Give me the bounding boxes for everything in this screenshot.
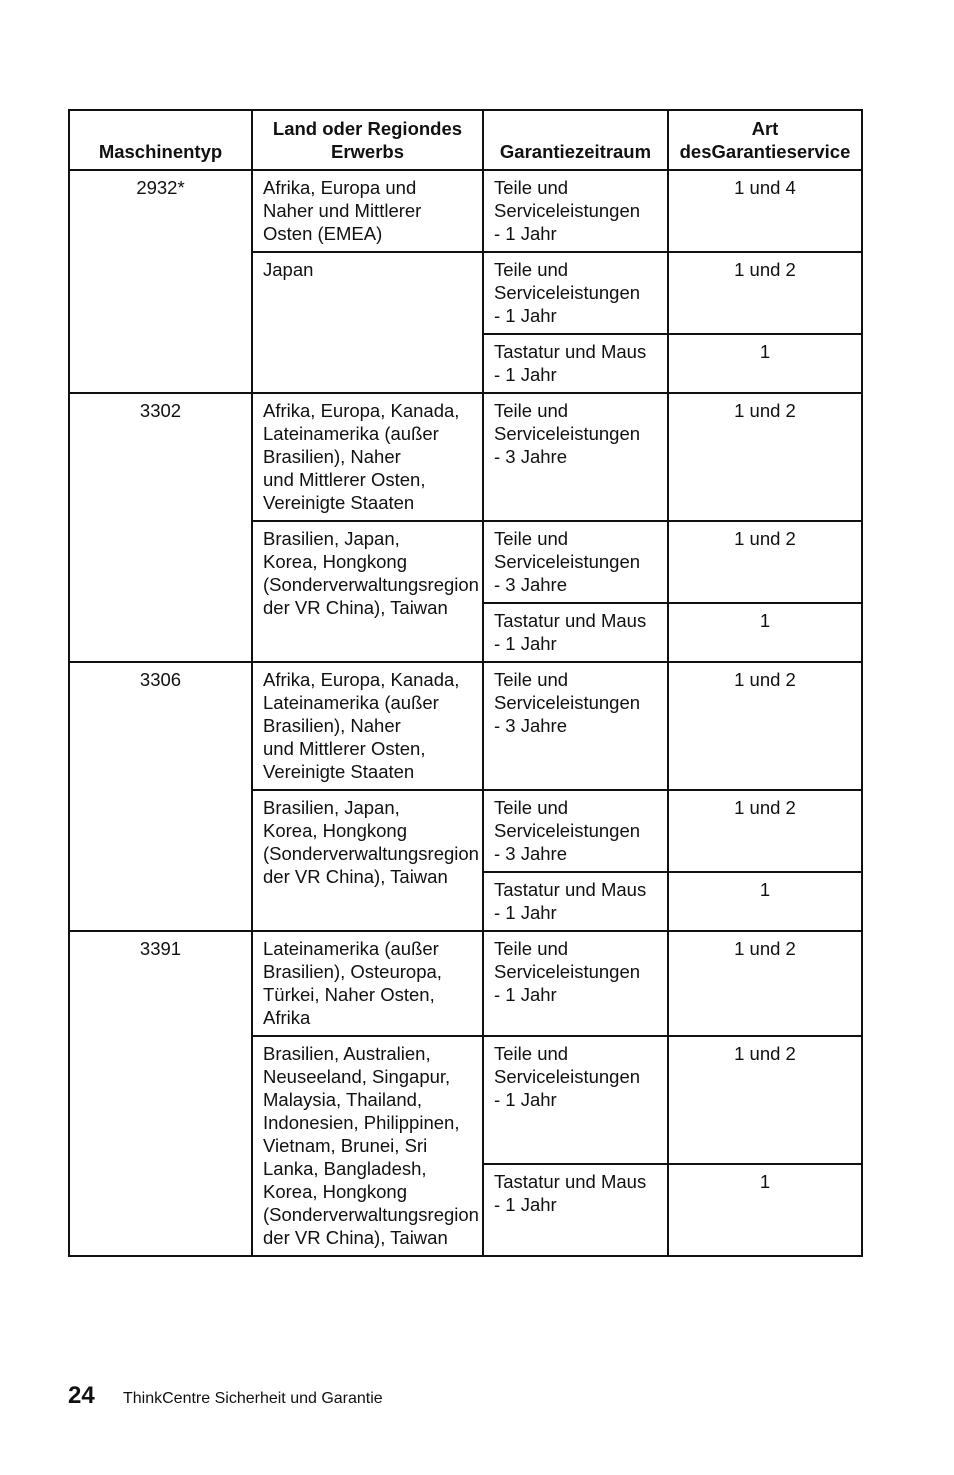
machine-type-cell: 3302 xyxy=(69,393,252,662)
cell-line: Neuseeland, Singapur, xyxy=(263,1066,451,1087)
cell-line: Tastatur und Maus xyxy=(494,879,647,900)
warranty-period-cell xyxy=(483,1164,668,1256)
cell-line: Serviceleistungen xyxy=(494,692,641,713)
cell-line: Türkei, Naher Osten, xyxy=(263,984,435,1005)
service-type-cell: 1 und 2 xyxy=(668,931,862,1036)
table-body xyxy=(69,170,862,1256)
warranty-period-cell xyxy=(483,872,668,931)
cell-line: Brasilien, Japan, xyxy=(263,797,400,818)
machine-type-cell: 3391 xyxy=(69,931,252,1256)
cell-line: Malaysia, Thailand, xyxy=(263,1089,423,1110)
cell-line: Brasilien, Japan, xyxy=(263,528,400,549)
warranty-period-cell xyxy=(483,603,668,662)
cell-line: Teile und xyxy=(494,528,569,549)
warranty-period-cell xyxy=(483,662,668,790)
header-machine-type xyxy=(69,110,252,170)
warranty-period-cell xyxy=(483,1036,668,1164)
cell-line: Afrika, Europa und xyxy=(263,177,417,198)
cell-line: und Mittlerer Osten, xyxy=(263,738,426,759)
cell-line: Korea, Hongkong xyxy=(263,551,407,572)
header-service-type xyxy=(668,110,862,170)
region-cell xyxy=(252,931,483,1036)
cell-line: Garantieservice xyxy=(711,141,851,162)
cell-line: Lateinamerika (außer xyxy=(263,423,439,444)
cell-line: Korea, Hongkong xyxy=(263,820,407,841)
header-row xyxy=(69,110,862,170)
cell-line: Naher und Mittlerer xyxy=(263,200,422,221)
table-row xyxy=(69,393,862,521)
cell-line: Serviceleistungen xyxy=(494,423,641,444)
cell-line: Garantiezeitraum xyxy=(499,141,652,162)
cell-line: Tastatur und Maus xyxy=(494,610,647,631)
region-cell xyxy=(252,252,483,393)
service-type-cell: 1 und 2 xyxy=(668,662,862,790)
service-type-cell: 1 xyxy=(668,1164,862,1256)
cell-line: Teile und xyxy=(494,797,569,818)
cell-line: - 3 Jahre xyxy=(494,446,568,467)
cell-line: Korea, Hongkong xyxy=(263,1181,407,1202)
region-cell xyxy=(252,521,483,662)
service-type-cell: 1 und 2 xyxy=(668,393,862,521)
cell-line: und Mittlerer Osten, xyxy=(263,469,426,490)
cell-line: Teile und xyxy=(494,400,569,421)
cell-line: Teile und xyxy=(494,177,569,198)
region-cell xyxy=(252,170,483,252)
region-cell xyxy=(252,393,483,521)
cell-line: - 1 Jahr xyxy=(494,364,557,385)
warranty-period-cell xyxy=(483,931,668,1036)
cell-line: des Erwerbs xyxy=(330,118,463,162)
warranty-period-cell xyxy=(483,334,668,393)
cell-line: Teile und xyxy=(494,259,569,280)
cell-line: Lateinamerika (außer xyxy=(263,938,439,959)
service-type-cell: 1 und 2 xyxy=(668,1036,862,1164)
cell-line: Afrika xyxy=(263,1007,311,1028)
header-warranty-period xyxy=(483,110,668,170)
warranty-table xyxy=(68,109,863,1257)
cell-line: Serviceleistungen xyxy=(494,551,641,572)
cell-line: der VR China), Taiwan xyxy=(263,1227,448,1248)
service-type-cell: 1 und 4 xyxy=(668,170,862,252)
cell-line: Serviceleistungen xyxy=(494,200,641,221)
cell-line: Indonesien, Philippinen, xyxy=(263,1112,460,1133)
cell-line: Serviceleistungen xyxy=(494,961,641,982)
warranty-period-cell xyxy=(483,521,668,603)
region-cell xyxy=(252,790,483,931)
table-row xyxy=(69,170,862,252)
cell-line: Teile und xyxy=(494,669,569,690)
header-region xyxy=(252,110,483,170)
cell-line: - 3 Jahre xyxy=(494,843,568,864)
cell-line: Afrika, Europa, Kanada, xyxy=(263,400,460,421)
cell-line: der VR China), Taiwan xyxy=(263,597,448,618)
table-row xyxy=(69,662,862,790)
machine-type-cell: 3306 xyxy=(69,662,252,931)
cell-line: - 1 Jahr xyxy=(494,902,557,923)
page-number: 24 xyxy=(68,1382,95,1409)
warranty-period-cell xyxy=(483,790,668,872)
warranty-period-cell xyxy=(483,393,668,521)
cell-line: (Sonderverwaltungsregion xyxy=(263,1204,479,1225)
cell-line: Land oder Region xyxy=(272,118,431,139)
service-type-cell: 1 xyxy=(668,603,862,662)
service-type-cell: 1 xyxy=(668,872,862,931)
cell-line: Brasilien), Naher xyxy=(263,715,401,736)
cell-line: (Sonderverwaltungsregion xyxy=(263,574,479,595)
cell-line: - 3 Jahre xyxy=(494,715,568,736)
cell-line: Tastatur und Maus xyxy=(494,341,647,362)
cell-line: Vietnam, Brunei, Sri xyxy=(263,1135,428,1156)
cell-line: Tastatur und Maus xyxy=(494,1170,647,1192)
region-cell xyxy=(252,662,483,790)
cell-line: Japan xyxy=(263,259,314,280)
cell-line: - 3 Jahre xyxy=(494,574,568,595)
service-type-cell: 1 und 2 xyxy=(668,521,862,603)
footer-title: ThinkCentre Sicherheit und Garantie xyxy=(123,1390,383,1407)
region-cell xyxy=(252,1036,483,1256)
cell-line: (Sonderverwaltungsregion xyxy=(263,843,479,864)
cell-line: Vereinigte Staaten xyxy=(263,761,415,782)
service-type-cell: 1 und 2 xyxy=(668,252,862,334)
cell-line: Brasilien), Naher xyxy=(263,446,401,467)
warranty-period-cell xyxy=(483,252,668,334)
cell-line: - 1 Jahr xyxy=(494,984,557,1005)
cell-line: Serviceleistungen xyxy=(494,1066,641,1087)
cell-line: Vereinigte Staaten xyxy=(263,492,415,513)
machine-type-cell: 2932* xyxy=(69,170,252,393)
cell-line: Maschinentyp xyxy=(98,141,223,162)
table-row xyxy=(69,931,862,1036)
cell-line: - 1 Jahr xyxy=(494,1089,557,1110)
cell-line: Afrika, Europa, Kanada, xyxy=(263,669,460,690)
cell-line: Brasilien, Australien, xyxy=(263,1043,431,1064)
service-type-cell: 1 xyxy=(668,334,862,393)
cell-line: Lanka, Bangladesh, xyxy=(263,1158,427,1179)
warranty-period-cell xyxy=(483,170,668,252)
cell-line: der VR China), Taiwan xyxy=(263,866,448,887)
cell-line: Serviceleistungen xyxy=(494,282,641,303)
service-type-cell: 1 und 2 xyxy=(668,790,862,872)
cell-line: Teile und xyxy=(494,938,569,959)
cell-line: Osten (EMEA) xyxy=(263,223,383,244)
cell-line: Lateinamerika (außer xyxy=(263,692,439,713)
cell-line: Teile und xyxy=(494,1043,569,1064)
cell-line: - 1 Jahr xyxy=(494,633,557,654)
cell-line: Art des xyxy=(679,118,779,162)
cell-line: - 1 Jahr xyxy=(494,1193,557,1215)
cell-line: Brasilien), Osteuropa, xyxy=(263,961,442,982)
cell-line: Serviceleistungen xyxy=(494,820,641,841)
cell-line: - 1 Jahr xyxy=(494,305,557,326)
cell-line: - 1 Jahr xyxy=(494,223,557,244)
